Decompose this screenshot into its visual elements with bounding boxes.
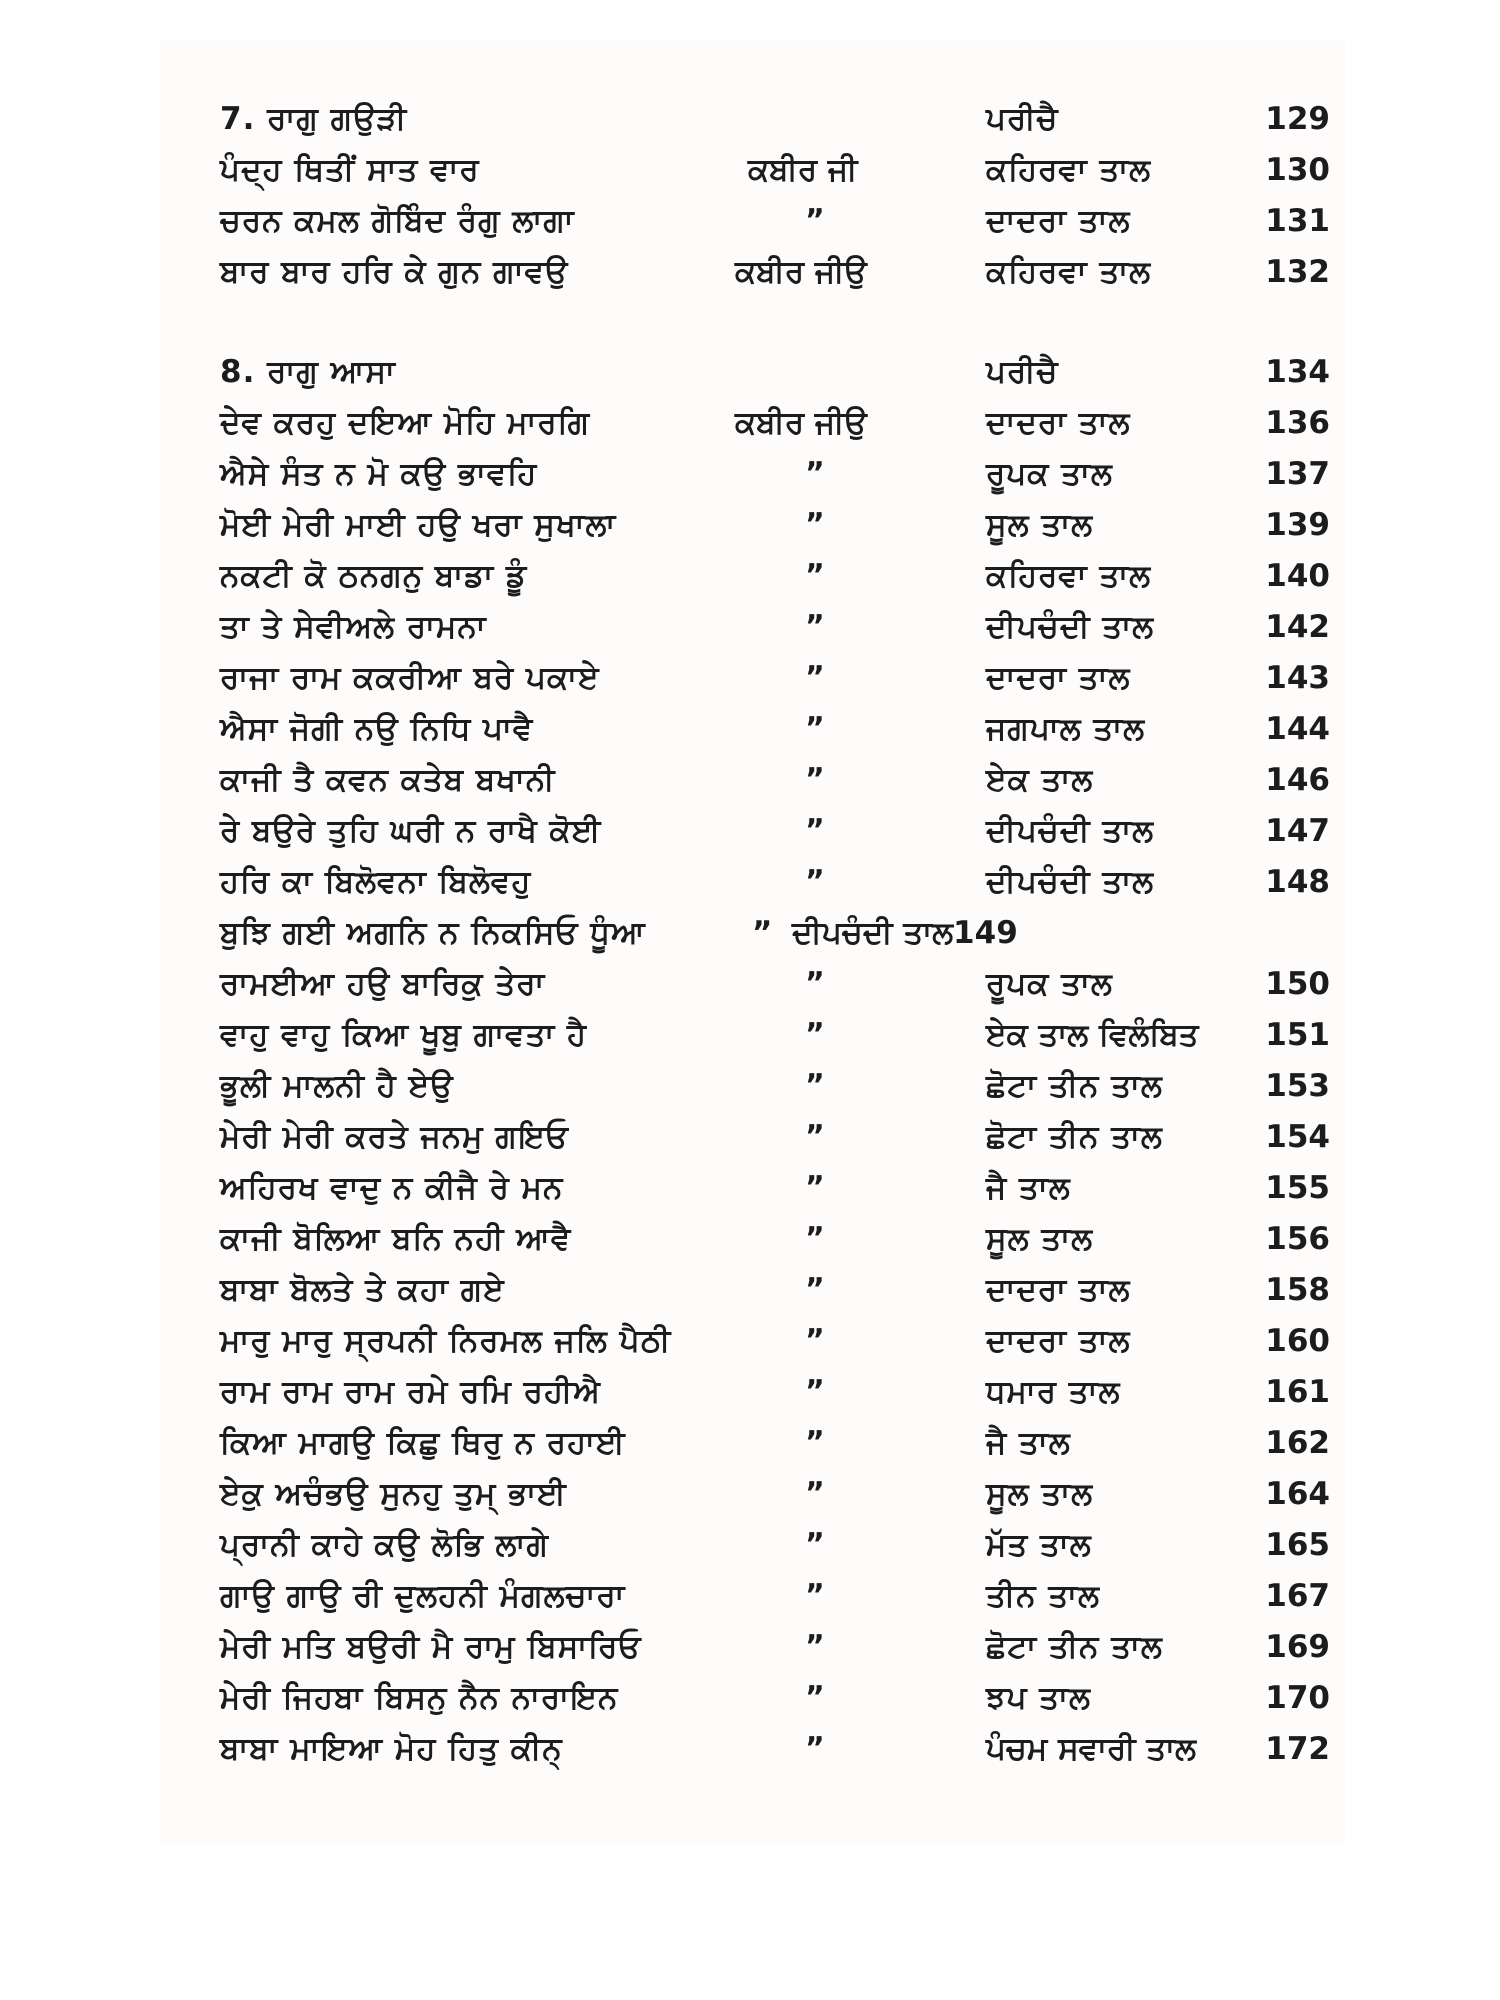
toc-row bbox=[220, 705, 1330, 753]
taal: ਦੀਪਚੰਦੀ ਤਾਲ bbox=[986, 864, 1155, 900]
toc-row bbox=[220, 1572, 1330, 1620]
page-number: 131 bbox=[1265, 203, 1330, 239]
taal: ਪੰਚਮ ਸਵਾਰੀ ਤਾਲ bbox=[986, 1731, 1197, 1767]
taal: ਰੂਪਕ ਤਾਲ bbox=[986, 456, 1113, 492]
hymn-title: ਰੇ ਬਉਰੇ ਤੁਹਿ ਘਰੀ ਨ ਰਾਖੈ ਕੋਈ bbox=[220, 813, 602, 849]
page-number: 148 bbox=[1265, 864, 1330, 900]
ditto-mark: ” bbox=[805, 456, 825, 491]
hymn-title: ਮੋਈ ਮੇਰੀ ਮਾਈ ਹਉ ਖਰਾ ਸੁਖਾਲਾ bbox=[220, 507, 617, 543]
page-number: 130 bbox=[1265, 152, 1330, 188]
ditto-mark: ” bbox=[805, 1374, 825, 1409]
page-number: 164 bbox=[1265, 1476, 1330, 1512]
taal: ਦਾਦਰਾ ਤਾਲ bbox=[986, 660, 1131, 696]
author: ਕਬੀਰ ਜੀਉ bbox=[735, 405, 867, 441]
ditto-mark: ” bbox=[805, 1731, 825, 1766]
ditto-mark: ” bbox=[752, 915, 773, 951]
taal: ਕਹਿਰਵਾ ਤਾਲ bbox=[986, 254, 1152, 290]
hymn-title: ਏਕੁ ਅਚੰਭਉ ਸੁਨਹੁ ਤੁਮ੍ ਭਾਈ bbox=[220, 1476, 567, 1512]
page-number: 170 bbox=[1265, 1680, 1330, 1716]
hymn-title: ਰਾਮ ਰਾਮ ਰਾਮ ਰਮੇ ਰਮਿ ਰਹੀਐ bbox=[220, 1374, 601, 1410]
author: ਕਬੀਰ ਜੀਉ bbox=[735, 254, 867, 290]
section-title: 8. ਰਾਗੁ ਆਸਾ bbox=[220, 354, 396, 390]
section-title: 7. ਰਾਗੁ ਗਉੜੀ bbox=[220, 101, 408, 137]
page-number: 172 bbox=[1265, 1731, 1330, 1767]
ditto-mark: ” bbox=[805, 1680, 825, 1715]
page-number: 154 bbox=[1265, 1119, 1330, 1155]
page-number: 144 bbox=[1265, 711, 1330, 747]
hymn-title: ਐਸਾ ਜੋਗੀ ਨਉ ਨਿਧਿ ਪਾਵੈ bbox=[220, 711, 534, 747]
toc-row bbox=[220, 756, 1330, 804]
toc-row bbox=[220, 807, 1330, 855]
toc-row bbox=[220, 909, 1330, 957]
taal: ਜੈ ਤਾਲ bbox=[986, 1425, 1071, 1461]
ditto-mark: ” bbox=[805, 864, 825, 899]
taal: ਦੀਪਚੰਦੀ ਤਾਲ bbox=[986, 609, 1155, 645]
toc-row bbox=[220, 248, 1330, 296]
hymn-title: ਰਾਜਾ ਰਾਮ ਕਕਰੀਆ ਬਰੇ ਪਕਾਏ bbox=[220, 660, 600, 696]
ditto-mark: ” bbox=[805, 1017, 825, 1052]
hymn-title: ਹਰਿ ਕਾ ਬਿਲੋਵਨਾ ਬਿਲੋਵਹੁ bbox=[220, 864, 532, 900]
taal: ਛੋਟਾ ਤੀਨ ਤਾਲ bbox=[986, 1068, 1163, 1104]
hymn-title: ਕਿਆ ਮਾਗਉ ਕਿਛੁ ਥਿਰੁ ਨ ਰਹਾਈ bbox=[220, 1425, 626, 1461]
taal: ਛੋਟਾ ਤੀਨ ਤਾਲ bbox=[986, 1119, 1163, 1155]
taal: ਤੀਨ ਤਾਲ bbox=[986, 1578, 1101, 1614]
hymn-title: ਤਾ ਤੇ ਸੇਵੀਅਲੇ ਰਾਮਨਾ bbox=[220, 609, 487, 645]
toc-row bbox=[220, 501, 1330, 549]
ditto-mark: ” bbox=[805, 1578, 825, 1613]
page-number: 147 bbox=[1265, 813, 1330, 849]
ditto-mark: ” bbox=[805, 1323, 825, 1358]
taal: ਜਗਪਾਲ ਤਾਲ bbox=[986, 711, 1146, 747]
ditto-mark: ” bbox=[805, 813, 825, 848]
ditto-mark: ” bbox=[805, 762, 825, 797]
hymn-title: ਐਸੇ ਸੰਤ ਨ ਮੋ ਕਉ ਭਾਵਹਿ bbox=[220, 456, 538, 492]
toc-row bbox=[220, 450, 1330, 498]
taal: ਏਕ ਤਾਲ ਵਿਲੰਬਿਤ bbox=[986, 1017, 1199, 1053]
section-label: ਪਰੀਚੈ bbox=[986, 354, 1059, 390]
taal: ਰੂਪਕ ਤਾਲ bbox=[986, 966, 1113, 1002]
hymn-title: ਅਹਿਰਖ ਵਾਦੁ ਨ ਕੀਜੈ ਰੇ ਮਨ bbox=[220, 1170, 564, 1206]
hymn-title: ਬਾਰ ਬਾਰ ਹਰਿ ਕੇ ਗੁਨ ਗਾਵਉ bbox=[220, 254, 569, 290]
taal: ਏਕ ਤਾਲ bbox=[986, 762, 1094, 798]
ditto-mark: ” bbox=[805, 1272, 825, 1307]
page-number: 134 bbox=[1265, 354, 1330, 390]
taal: ਝਪ ਤਾਲ bbox=[986, 1680, 1091, 1716]
page-number: 142 bbox=[1265, 609, 1330, 645]
toc-row bbox=[220, 1215, 1330, 1263]
taal: ਦਾਦਰਾ ਤਾਲ bbox=[986, 1323, 1131, 1359]
page-number: 165 bbox=[1265, 1527, 1330, 1563]
page-number: 161 bbox=[1265, 1374, 1330, 1410]
ditto-mark: ” bbox=[805, 1629, 825, 1664]
hymn-title: ਮੇਰੀ ਜਿਹਬਾ ਬਿਸਨੁ ਨੈਨ ਨਾਰਾਇਨ bbox=[220, 1680, 619, 1716]
section-label: ਪਰੀਚੈ bbox=[986, 101, 1059, 137]
taal: ਮੱਤ ਤਾਲ bbox=[986, 1527, 1092, 1563]
page-number: 156 bbox=[1265, 1221, 1330, 1257]
hymn-title: ਨਕਟੀ ਕੋ ਠਨਗਨੁ ਬਾਡਾ ਡੂੰ bbox=[220, 558, 528, 594]
toc-row bbox=[220, 1113, 1330, 1161]
toc-row bbox=[220, 1266, 1330, 1314]
page-number: 153 bbox=[1265, 1068, 1330, 1104]
hymn-title: ਚਰਨ ਕਮਲ ਗੋਬਿੰਦ ਰੰਗੁ ਲਾਗਾ bbox=[220, 203, 575, 239]
hymn-title: ਪ੍ਰਾਨੀ ਕਾਹੇ ਕਉ ਲੋਭਿ ਲਾਗੇ bbox=[220, 1527, 549, 1563]
page-number: 129 bbox=[1265, 101, 1330, 137]
taal: ਦਾਦਰਾ ਤਾਲ bbox=[986, 203, 1131, 239]
toc-row bbox=[220, 1317, 1330, 1365]
taal: ਦੀਪਚੰਦੀ ਤਾਲ bbox=[986, 813, 1155, 849]
taal: ਕਹਿਰਵਾ ਤਾਲ bbox=[986, 152, 1152, 188]
ditto-mark: ” bbox=[805, 1170, 825, 1205]
hymn-title: ਰਾਮਈਆ ਹਉ ਬਾਰਿਕੁ ਤੇਰਾ bbox=[220, 966, 546, 1002]
page-number: 155 bbox=[1265, 1170, 1330, 1206]
hymn-title: ਕਾਜੀ ਬੋਲਿਆ ਬਨਿ ਨਹੀ ਆਵੈ bbox=[220, 1221, 572, 1257]
hymn-title: ਕਾਜੀ ਤੈ ਕਵਨ ਕਤੇਬ ਬਖਾਨੀ bbox=[220, 762, 556, 798]
hymn-title: ਬਾਬਾ ਬੋਲਤੇ ਤੇ ਕਹਾ ਗਏ bbox=[220, 1272, 505, 1308]
taal: ਦਾਦਰਾ ਤਾਲ bbox=[986, 405, 1131, 441]
taal: ਜੈ ਤਾਲ bbox=[986, 1170, 1071, 1206]
taal: ਧਮਾਰ ਤਾਲ bbox=[986, 1374, 1121, 1410]
taal: ਸੂਲ ਤਾਲ bbox=[986, 1476, 1094, 1512]
toc-row bbox=[220, 1674, 1330, 1722]
ditto-mark: ” bbox=[805, 507, 825, 542]
taal: ਕਹਿਰਵਾ ਤਾਲ bbox=[986, 558, 1152, 594]
taal: ਦਾਦਰਾ ਤਾਲ bbox=[986, 1272, 1131, 1308]
toc-row bbox=[220, 552, 1330, 600]
ditto-mark: ” bbox=[805, 1221, 825, 1256]
ditto-mark: ” bbox=[805, 1068, 825, 1103]
page-number: 136 bbox=[1265, 405, 1330, 441]
section-heading bbox=[220, 348, 1330, 396]
toc-row bbox=[220, 1419, 1330, 1467]
toc-row bbox=[220, 197, 1330, 245]
hymn-title: ਮਾਰੁ ਮਾਰੁ ਸ੍ਰਪਨੀ ਨਿਰਮਲ ਜਲਿ ਪੈਠੀ bbox=[220, 1323, 672, 1359]
ditto-mark: ” bbox=[805, 966, 825, 1001]
page-number: 150 bbox=[1265, 966, 1330, 1002]
toc-row bbox=[220, 654, 1330, 702]
toc-row bbox=[220, 1011, 1330, 1059]
toc-row bbox=[220, 1725, 1330, 1773]
toc-row bbox=[220, 1521, 1330, 1569]
ditto-mark: ” bbox=[805, 609, 825, 644]
toc-row bbox=[220, 1164, 1330, 1212]
hymn-title: ਮੇਰੀ ਮਤਿ ਬਉਰੀ ਮੈ ਰਾਮੁ ਬਿਸਾਰਿਓ bbox=[220, 1629, 642, 1665]
page-number: 132 bbox=[1265, 254, 1330, 290]
page-number: 146 bbox=[1265, 762, 1330, 798]
hymn-title: ਬਾਬਾ ਮਾਇਆ ਮੋਹ ਹਿਤੁ ਕੀਨ੍ bbox=[220, 1731, 563, 1767]
hymn-title: ਭੂਲੀ ਮਾਲਨੀ ਹੈ ਏਉ bbox=[220, 1068, 454, 1104]
ditto-mark: ” bbox=[805, 660, 825, 695]
hymn-title: ਪੰਦ੍ਹ ਥਿਤੀਂ ਸਾਤ ਵਾਰ bbox=[220, 152, 480, 188]
taal: ਸੂਲ ਤਾਲ bbox=[986, 507, 1094, 543]
ditto-mark: ” bbox=[805, 1425, 825, 1460]
taal: ਸੂਲ ਤਾਲ bbox=[986, 1221, 1094, 1257]
toc-row bbox=[220, 146, 1330, 194]
page-number: 167 bbox=[1265, 1578, 1330, 1614]
hymn-title: ਮੇਰੀ ਮੇਰੀ ਕਰਤੇ ਜਨਮੁ ਗਇਓ bbox=[220, 1119, 569, 1155]
page-number: 160 bbox=[1265, 1323, 1330, 1359]
taal-with-page: ਦੀਪਚੰਦੀ ਤਾਲ149 bbox=[792, 915, 1018, 951]
hymn-title: ਗਾਉ ਗਾਉ ਰੀ ਦੁਲਹਨੀ ਮੰਗਲਚਾਰਾ bbox=[220, 1578, 626, 1614]
section-heading bbox=[220, 95, 1330, 143]
hymn-title: ਬੁਝਿ ਗਈ ਅਗਨਿ ਨ ਨਿਕਸਿਓ ਧੂੰਆ bbox=[220, 915, 646, 951]
toc-row bbox=[220, 1623, 1330, 1671]
hymn-title: ਵਾਹੁ ਵਾਹੁ ਕਿਆ ਖੂਬੁ ਗਾਵਤਾ ਹੈ bbox=[220, 1017, 588, 1053]
ditto-mark: ” bbox=[805, 711, 825, 746]
author: ਕਬੀਰ ਜੀ bbox=[748, 152, 858, 188]
ditto-mark: ” bbox=[805, 203, 825, 238]
toc-row bbox=[220, 1368, 1330, 1416]
page-number: 139 bbox=[1265, 507, 1330, 543]
toc-row bbox=[220, 858, 1330, 906]
ditto-mark: ” bbox=[805, 558, 825, 593]
toc-row bbox=[220, 960, 1330, 1008]
page-number: 162 bbox=[1265, 1425, 1330, 1461]
page-number: 158 bbox=[1265, 1272, 1330, 1308]
toc-row bbox=[220, 399, 1330, 447]
toc-row bbox=[220, 1470, 1330, 1518]
page-number: 143 bbox=[1265, 660, 1330, 696]
taal: ਛੋਟਾ ਤੀਨ ਤਾਲ bbox=[986, 1629, 1163, 1665]
ditto-mark: ” bbox=[805, 1527, 825, 1562]
toc-row bbox=[220, 1062, 1330, 1110]
hymn-title: ਦੇਵ ਕਰਹੁ ਦਇਆ ਮੋਹਿ ਮਾਰਗਿ bbox=[220, 405, 591, 441]
page-number: 137 bbox=[1265, 456, 1330, 492]
ditto-mark: ” bbox=[805, 1119, 825, 1154]
page-number: 140 bbox=[1265, 558, 1330, 594]
page-number: 151 bbox=[1265, 1017, 1330, 1053]
ditto-mark: ” bbox=[805, 1476, 825, 1511]
page-number: 169 bbox=[1265, 1629, 1330, 1665]
toc-row bbox=[220, 603, 1330, 651]
